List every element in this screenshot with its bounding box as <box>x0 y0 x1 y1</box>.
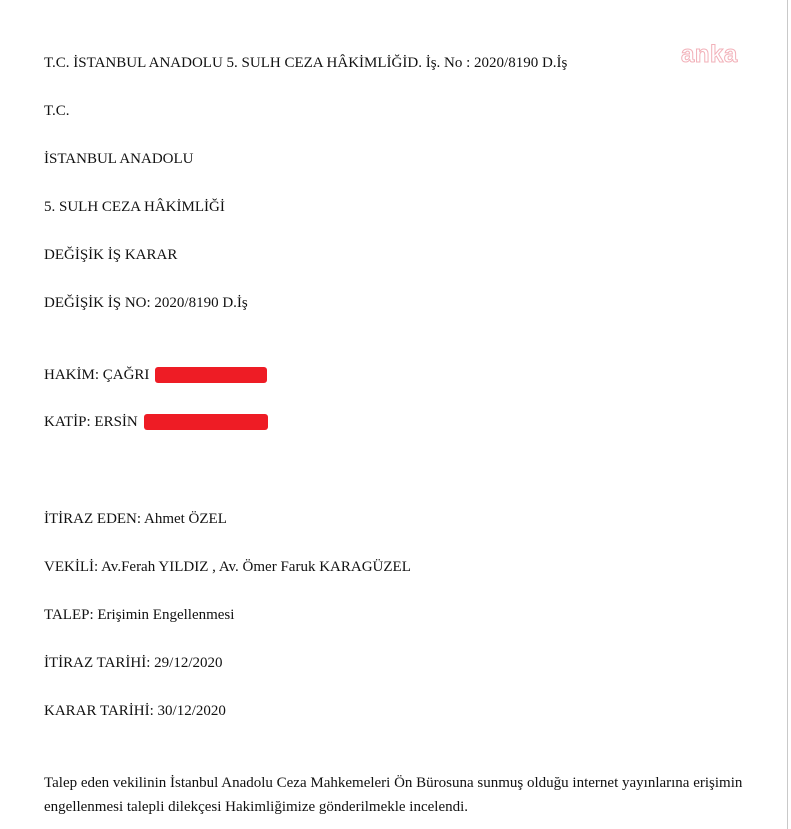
decision-date-line: KARAR TARİHİ: 30/12/2020 <box>44 703 226 719</box>
judge-surname-redaction <box>155 367 267 383</box>
attorneys-line: VEKİLİ: Av.Ferah YILDIZ , Av. Ömer Faruk KARAGÜZEL <box>44 559 411 575</box>
objection-date-line: İTİRAZ TARİHİ: 29/12/2020 <box>44 655 223 671</box>
court-line: 5. SULH CEZA HÂKİMLİĞİ <box>44 199 225 215</box>
decision-type-line: DEĞİŞİK İŞ KARAR <box>44 247 178 263</box>
clerk-line <box>44 413 268 431</box>
header-line: T.C. İSTANBUL ANADOLU 5. SULH CEZA HÂKİMLİĞİD. İş. No : 2020/8190 D.İş <box>44 55 568 71</box>
judge-label: HAKİM: ÇAĞRI <box>44 367 150 383</box>
city-line: İSTANBUL ANADOLU <box>44 151 194 167</box>
tc-line: T.C. <box>44 103 70 119</box>
clerk-label: KATİP: ERSİN <box>44 414 138 430</box>
request-line: TALEP: Erişimin Engellenmesi <box>44 607 235 623</box>
body-paragraph: Talep eden vekilinin İstanbul Anadolu Ceza Mahkemeleri Ön Bürosuna sunmuş olduğu internet yayınlarına erişimin engellenmesi talepli dilekçesi Hakimliğimize gönderilmekle incelendi. <box>44 775 743 815</box>
case-number-line: DEĞİŞİK İŞ NO: 2020/8190 D.İş <box>44 295 248 311</box>
clerk-surname-redaction <box>144 414 268 430</box>
watermark-logo: anka <box>681 41 738 68</box>
judge-line <box>44 366 267 384</box>
objector-line: İTİRAZ EDEN: Ahmet ÖZEL <box>44 511 227 527</box>
